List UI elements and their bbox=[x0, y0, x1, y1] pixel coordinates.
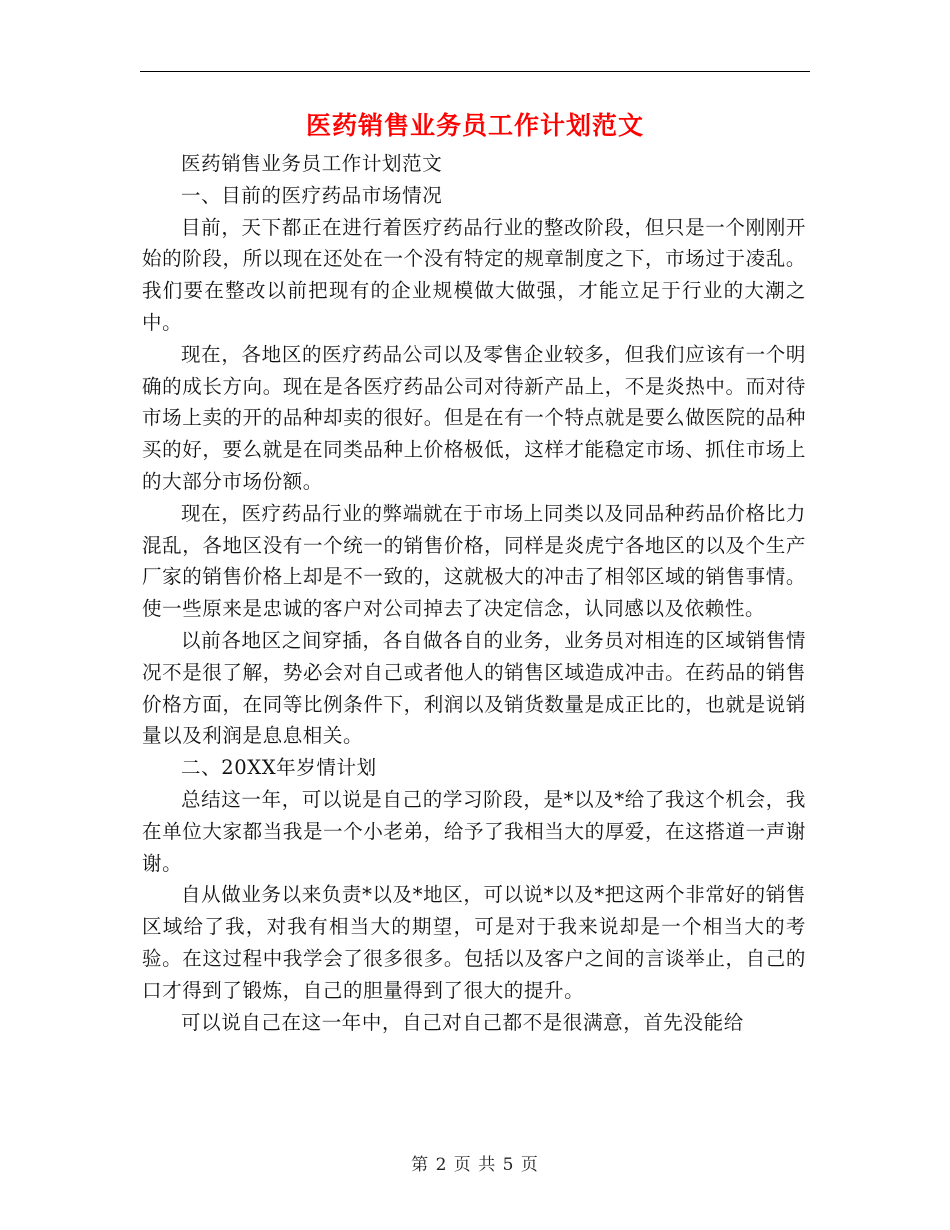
paragraph: 现在，医疗药品行业的弊端就在于市场上同类以及同品种药品价格比力混乱，各地区没有一个统一的销售价格，同样是炎虎宁各地区的以及个生产厂家的销售价格上却是不一致的，这就极大的冲击了相邻区域的销售事情。使一些原来是忠诚的客户对公司掉去了决定信念，认同感以及依赖性。 bbox=[142, 501, 806, 621]
header-rule bbox=[140, 71, 810, 72]
section-heading-2: 二、20XX年岁情计划 bbox=[181, 756, 377, 780]
paragraph: 总结这一年，可以说是自己的学习阶段，是*以及*给了我这个机会，我在单位大家都当我是一个小老弟，给予了我相当大的厚爱，在这搭道一声谢谢。 bbox=[142, 787, 806, 875]
paragraph: 目前，天下都正在进行着医疗药品行业的整改阶段，但只是一个刚刚开始的阶段，所以现在还处在一个没有特定的规章制度之下，市场过于凌乱。我们要在整改以前把现有的企业规模做大做强，才能立足于行业的大潮之中。 bbox=[142, 215, 806, 334]
section-heading-1: 一、目前的医疗药品市场情况 bbox=[181, 183, 443, 207]
document-body bbox=[142, 148, 806, 1038]
paragraph: 可以说自己在这一年中，自己对自己都不是很满意，首先没能给 bbox=[181, 1010, 744, 1034]
document-title: 医药销售业务员工作计划范文 bbox=[305, 111, 644, 140]
paragraph-subtitle: 医药销售业务员工作计划范文 bbox=[181, 152, 443, 175]
paragraph: 现在，各地区的医疗药品公司以及零售企业较多，但我们应该有一个明确的成长方向。现在是各医疗药品公司对待新产品上，不是炎热中。而对待市场上卖的开的品种却卖的很好。但是在有一个特点就是要么做医院的品种买的好，要么就是在同类品种上价格极低，这样才能稳定市场、抓住市场上的大部分市场份额。 bbox=[142, 342, 806, 493]
paragraph: 自从做业务以来负责*以及*地区，可以说*以及*把这两个非常好的销售区域给了我，对我有相当大的期望，可是对于我来说却是一个相当大的考验。在这过程中我学会了很多很多。包括以及客户之间的言谈举止，自己的口才得到了锻炼，自己的胆量得到了很大的提升。 bbox=[142, 883, 806, 1002]
paragraph: 以前各地区之间穿插，各自做各自的业务，业务员对相连的区域销售情况不是很了解，势必会对自己或者他人的销售区域造成冲击。在药品的销售价格方面，在同等比例条件下，利润以及销货数量是成正比的，也就是说销量以及利润是息息相关。 bbox=[142, 628, 806, 748]
page-number-footer: 第 2 页 共 5 页 bbox=[411, 1155, 539, 1175]
